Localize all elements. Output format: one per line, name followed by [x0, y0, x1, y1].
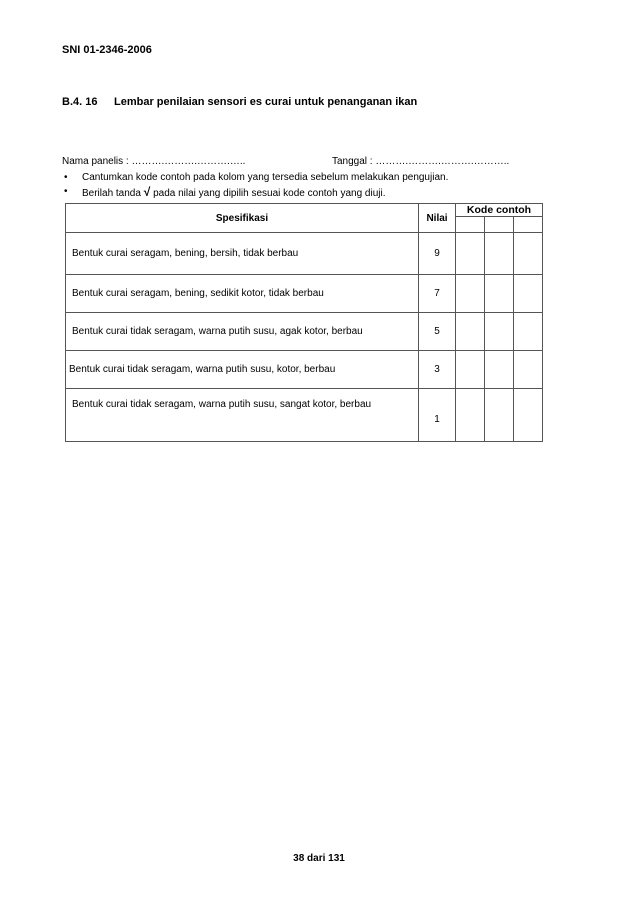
- panelis-field[interactable]: Nama panelis : ……….……….……….…..: [62, 156, 246, 167]
- header-nilai: Nilai: [419, 204, 456, 233]
- nilai-cell[interactable]: 5: [419, 313, 456, 351]
- kode-cell[interactable]: [514, 389, 543, 442]
- spec-cell: Bentuk curai seragam, bening, bersih, tidak berbau: [66, 233, 419, 275]
- kode-cell[interactable]: [485, 217, 514, 233]
- kode-cell[interactable]: [514, 217, 543, 233]
- bullet-icon: •: [64, 172, 68, 183]
- spec-cell: Bentuk curai tidak seragam, warna putih susu, kotor, berbau: [66, 351, 419, 389]
- section-number: B.4. 16: [62, 96, 98, 108]
- kode-cell[interactable]: [514, 351, 543, 389]
- kode-cell[interactable]: [485, 233, 514, 275]
- kode-cell[interactable]: [456, 389, 485, 442]
- section-title: Lembar penilaian sensori es curai untuk penanganan ikan: [114, 96, 418, 108]
- form-fields: [62, 156, 582, 167]
- instruction-list: [62, 171, 448, 199]
- table-row: [66, 313, 543, 351]
- kode-cell[interactable]: [485, 351, 514, 389]
- instruction-item: [62, 185, 448, 199]
- nilai-cell[interactable]: 3: [419, 351, 456, 389]
- check-mark-icon: √: [143, 185, 151, 199]
- kode-cell[interactable]: [514, 233, 543, 275]
- bullet-icon: •: [64, 186, 68, 197]
- kode-cell[interactable]: [485, 313, 514, 351]
- nilai-cell[interactable]: 9: [419, 233, 456, 275]
- table-row: [66, 351, 543, 389]
- header-spesifikasi: Spesifikasi: [66, 204, 419, 233]
- table-row: [66, 389, 543, 442]
- header-kode-contoh: Kode contoh: [456, 204, 543, 217]
- instruction-text: pada nilai yang dipilih sesuai kode contoh yang diuji.: [153, 188, 386, 199]
- nilai-cell[interactable]: 1: [419, 389, 456, 442]
- table-row: [66, 275, 543, 313]
- assessment-table: [65, 203, 543, 442]
- kode-cell[interactable]: [485, 389, 514, 442]
- spec-cell: Bentuk curai tidak seragam, warna putih susu, agak kotor, berbau: [66, 313, 419, 351]
- spec-cell: Bentuk curai tidak seragam, warna putih susu, sangat kotor, berbau: [66, 389, 419, 442]
- instruction-text: Berilah tanda: [82, 188, 141, 199]
- page-number: 38 dari 131: [293, 853, 345, 864]
- kode-cell[interactable]: [485, 275, 514, 313]
- spec-cell: Bentuk curai seragam, bening, sedikit kotor, tidak berbau: [66, 275, 419, 313]
- instruction-item: [62, 171, 448, 185]
- section-heading: [62, 96, 417, 108]
- kode-cell[interactable]: [456, 351, 485, 389]
- tanggal-field[interactable]: Tanggal : ……….……….……….………..: [332, 156, 510, 167]
- table-row: [66, 233, 543, 275]
- kode-cell[interactable]: [514, 275, 543, 313]
- kode-cell[interactable]: [456, 233, 485, 275]
- nilai-cell[interactable]: 7: [419, 275, 456, 313]
- kode-cell[interactable]: [514, 313, 543, 351]
- kode-cell[interactable]: [456, 275, 485, 313]
- kode-cell[interactable]: [456, 313, 485, 351]
- standard-number: SNI 01-2346-2006: [62, 44, 152, 56]
- instruction-text: Cantumkan kode contoh pada kolom yang tersedia sebelum melakukan pengujian.: [82, 172, 449, 183]
- kode-cell[interactable]: [456, 217, 485, 233]
